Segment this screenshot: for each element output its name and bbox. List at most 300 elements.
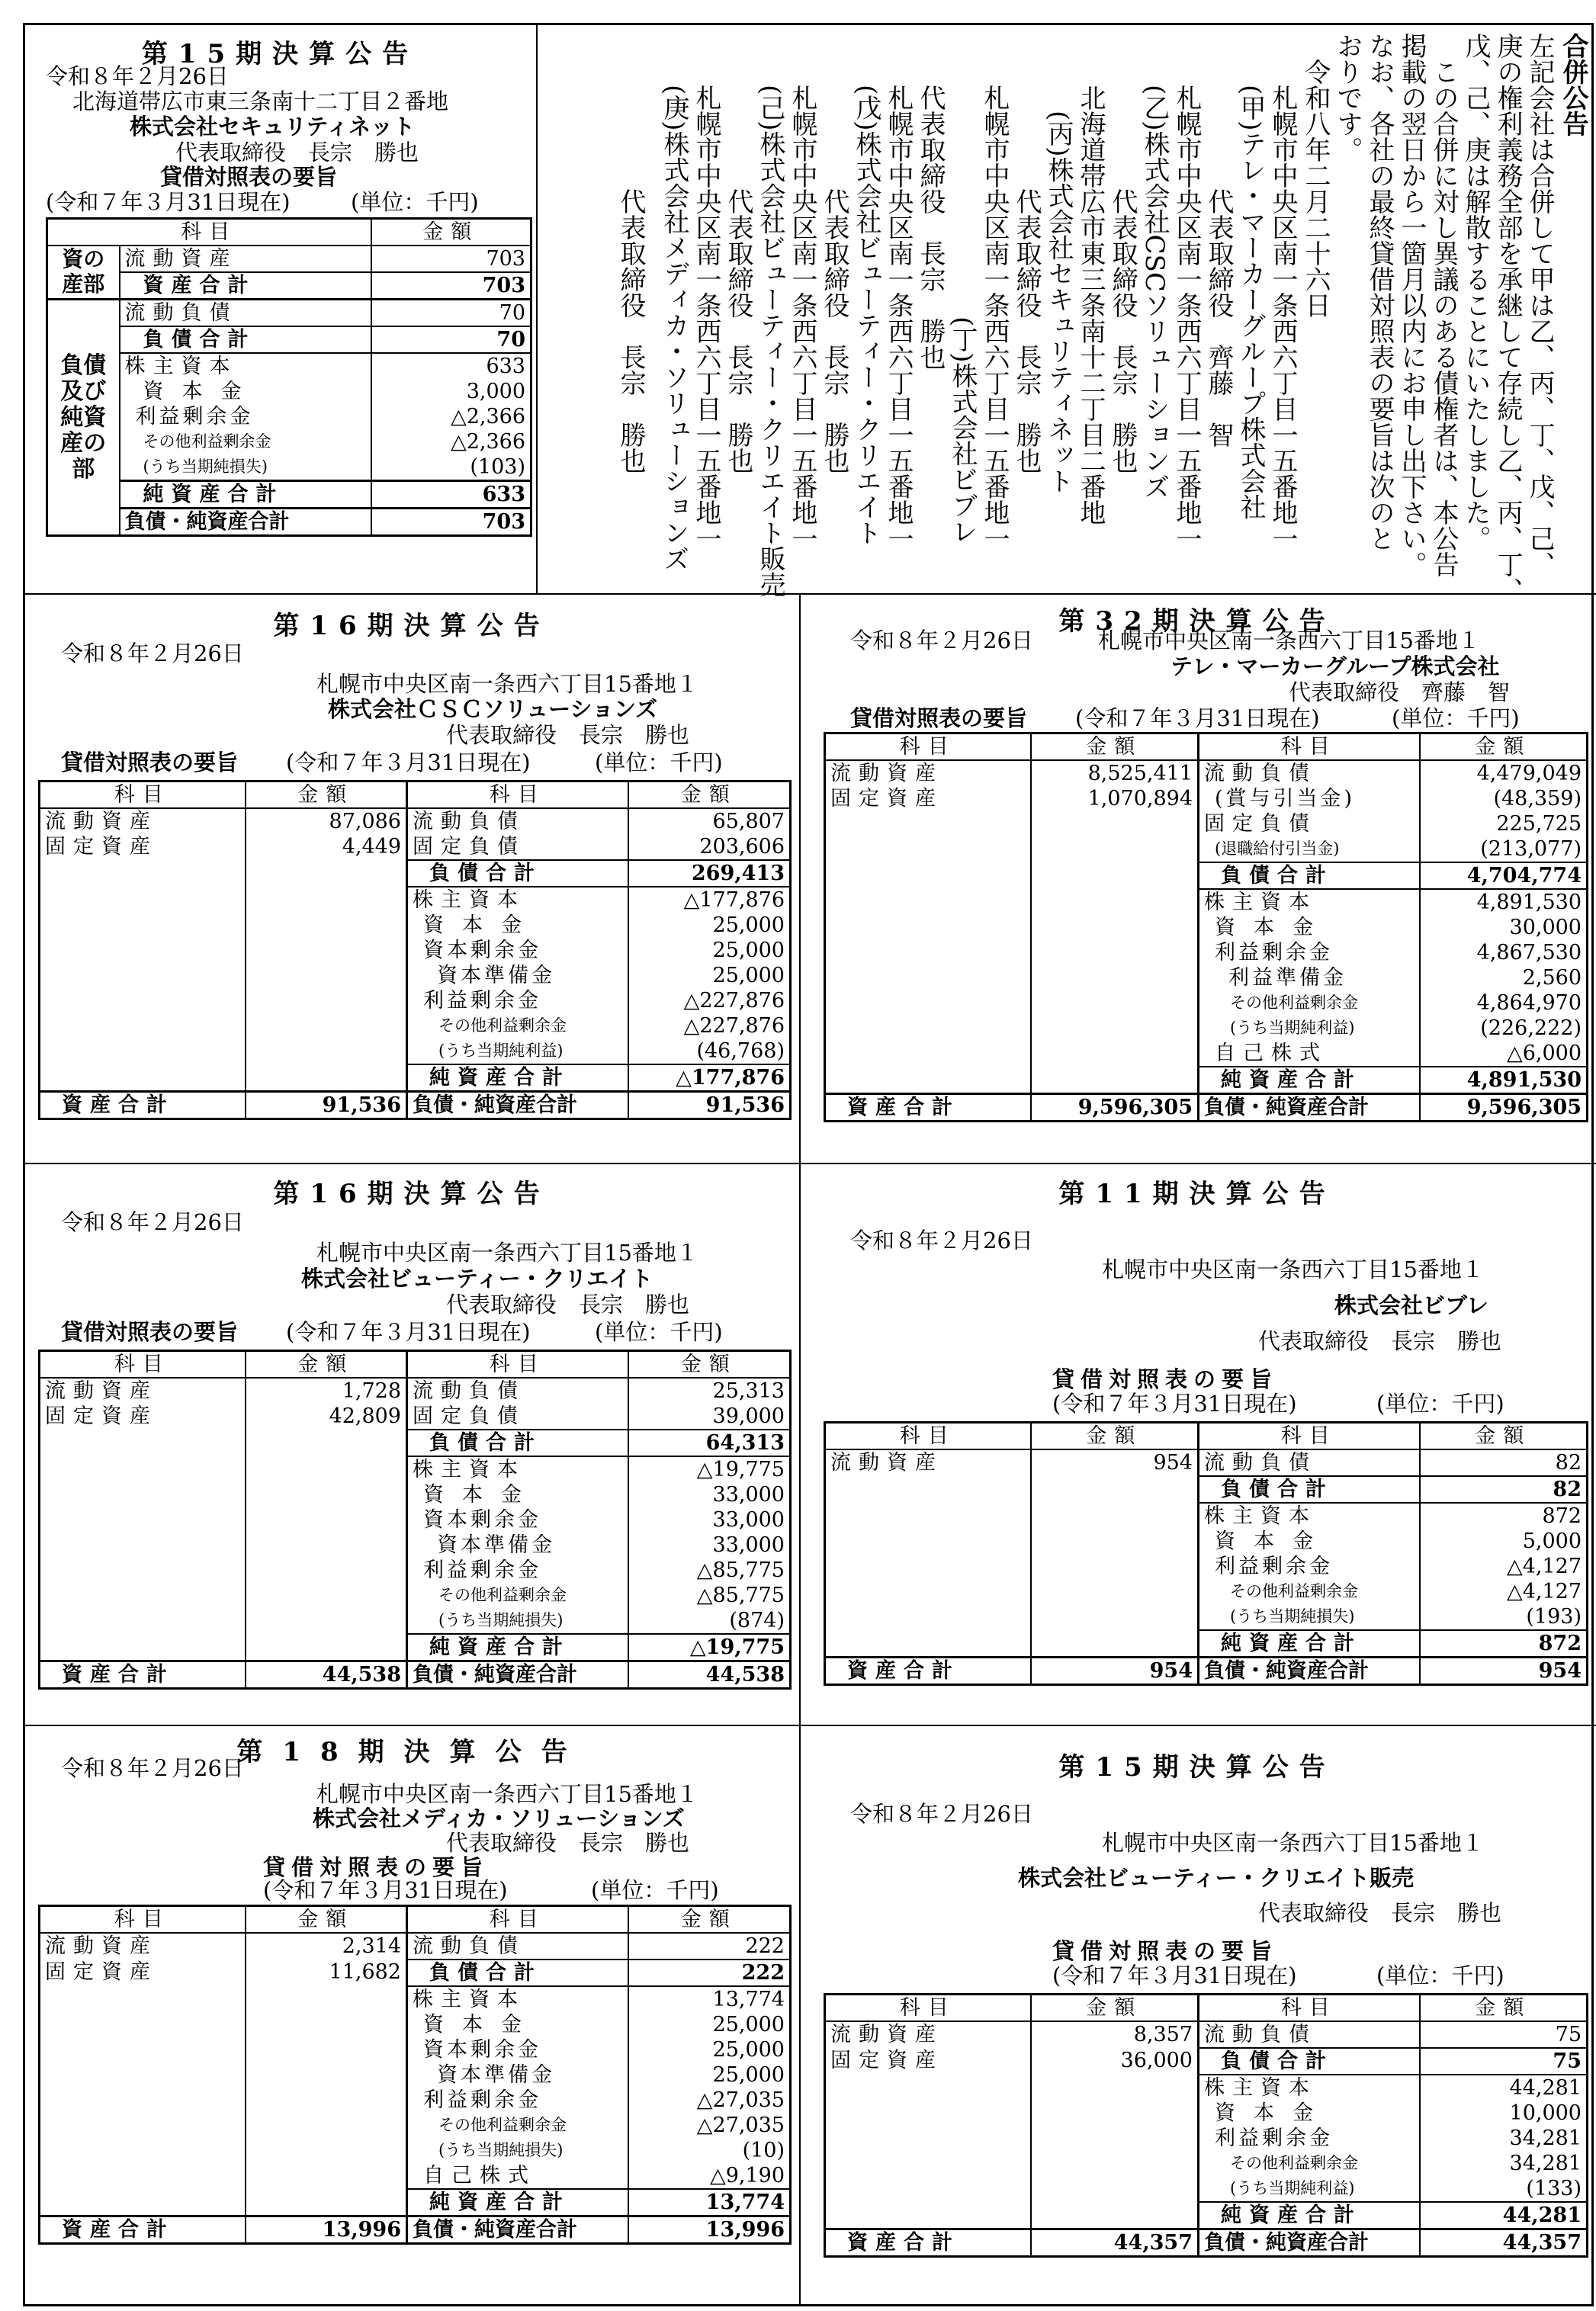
row-value: 10,000 (1509, 2101, 1582, 2125)
balance-sheet-table (38, 1905, 792, 2245)
row-value: 872 (1420, 1503, 1588, 1529)
row-label: 流動負債 (407, 1933, 628, 1960)
row-value: 11,682 (246, 1960, 407, 1986)
row-value: (193) (1526, 1605, 1582, 1629)
bs-unit: (単位：千円) (351, 189, 479, 215)
row-label: 純資産合計 (120, 481, 371, 509)
row-label: 流動資産 (40, 1933, 246, 1960)
total-value: 91,536 (628, 1092, 791, 1119)
row-label: (うち当期純損失) (407, 1608, 628, 1634)
row-label: 流動負債 (407, 808, 628, 834)
bs-title: 貸借対照表の要旨 (61, 1319, 239, 1345)
row-value: 25,000 (712, 939, 785, 962)
row-label: 固定負債 (407, 834, 628, 860)
representative: 代表取締役 長宗 勝也 (723, 188, 753, 473)
header-amount: 金額 (1031, 733, 1199, 761)
row-value: △85,775 (696, 1558, 785, 1582)
row-value: 1,070,894 (1031, 786, 1199, 811)
row-label: 純資産合計 (1199, 1067, 1420, 1094)
row-label: (うち当期純利益) (1199, 1016, 1420, 1041)
header-amount: 金額 (1420, 733, 1588, 761)
header-amount: 金額 (628, 782, 791, 809)
row-label: 負債合計 (407, 860, 628, 887)
company-name: 株式会社ビブレ (1334, 1292, 1488, 1318)
row-value: 4,704,774 (1420, 862, 1588, 889)
bs-period: (令和７年３月31日現在) (1052, 1391, 1297, 1417)
row-label: 利益剰余金 (407, 1558, 628, 1583)
notice-vivre (804, 1167, 1590, 1722)
notice-title: 第16期決算公告 (273, 1179, 551, 1209)
row-label: 利益剰余金 (1199, 2126, 1420, 2151)
row-value: (213,077) (1480, 837, 1582, 861)
row-value: 25,000 (712, 964, 785, 987)
row-label: 負債合計 (1199, 2048, 1420, 2075)
bs-period: (令和７年３月31日現在) (1052, 1963, 1297, 1988)
representative: 代表取締役 長宗 勝也 (1258, 1900, 1502, 1926)
total-value: 44,538 (246, 1661, 407, 1689)
row-value: 5,000 (1522, 1529, 1582, 1553)
bs-title: 貸借対照表の要旨 (1052, 1938, 1279, 1964)
row-divider (23, 1163, 1596, 1164)
notice-title: 第11期決算公告 (1058, 1179, 1336, 1209)
total-value: 9,596,305 (1031, 1094, 1199, 1122)
row-value: (226,222) (1480, 1016, 1582, 1040)
total-value: 9,596,305 (1420, 1094, 1588, 1122)
row-label: 負債合計 (1199, 1476, 1420, 1503)
row-label: 株主資本 (1199, 889, 1420, 915)
row-label: 株主資本 (1199, 2075, 1420, 2101)
row-value: (46,768) (696, 1039, 785, 1063)
merger-body-line: この合併に対し異議のある債権者は、本公告 (1428, 59, 1459, 577)
row-label: 固定負債 (1199, 811, 1420, 836)
row-label: 利益剰余金 (407, 2088, 628, 2113)
company-address: 北海道帯広市東三条南十二丁目２番地 (72, 88, 449, 114)
row-value: 2,560 (1522, 966, 1582, 990)
company-name: (乙)株式会社CSCソリューションズ (1139, 85, 1170, 499)
row-label: 負債合計 (407, 1960, 628, 1986)
row-value: 34,281 (1509, 2126, 1582, 2150)
bs-unit: (単位：千円) (1376, 1963, 1504, 1988)
header-amount: 金額 (628, 1351, 791, 1379)
row-label: 資本準備金 (407, 963, 628, 988)
row-value: 1,728 (246, 1378, 407, 1404)
company-address: 札幌市中央区南一条西六丁目15番地１ (1102, 1257, 1484, 1282)
bs-unit: (単位：千円) (595, 1319, 723, 1345)
group-liabilities-net-assets (47, 300, 120, 536)
row-value: 82 (1420, 1476, 1588, 1503)
row-value: △4,127 (1506, 1555, 1582, 1578)
row-label: 資本金 (1199, 915, 1420, 940)
column-divider (536, 23, 538, 593)
balance-sheet-table (824, 1993, 1588, 2258)
row-value: △4,127 (1506, 1580, 1582, 1603)
row-value: (103) (470, 455, 525, 479)
row-value: 25,000 (712, 2063, 785, 2087)
row-label: 純資産合計 (407, 1064, 628, 1092)
row-label: その他利益剰余金 (407, 1013, 628, 1038)
header-item: 科目 (47, 219, 371, 246)
row-label: 負債合計 (1199, 862, 1420, 889)
row-label: その他利益剰余金 (407, 2113, 628, 2138)
total-label: 負債・純資産合計 (1199, 2229, 1420, 2257)
company-address: 札幌市中央区南一条西六丁目一五番地一 (787, 85, 817, 551)
row-value: 703 (486, 247, 525, 271)
balance-sheet-table (38, 1350, 792, 1690)
header-amount: 金額 (1031, 1423, 1199, 1450)
row-label: 資本準備金 (407, 1533, 628, 1558)
row-label: 流動資産 (40, 808, 246, 834)
row-value: 25,000 (712, 2013, 785, 2037)
row-value: 87,086 (246, 808, 407, 834)
total-label: 負債・純資産合計 (407, 1661, 628, 1689)
total-label: 資産合計 (40, 1661, 246, 1689)
column-divider (799, 595, 801, 2306)
row-value: △2,366 (450, 430, 525, 454)
total-label: 資産合計 (825, 2229, 1031, 2257)
row-label: 資本剰余金 (407, 2037, 628, 2062)
company-name: (丙)株式会社セキュリティネット (1043, 111, 1074, 494)
representative: 代表取締役 長宗 勝也 (615, 188, 646, 473)
total-value: 91,536 (246, 1092, 407, 1119)
row-value: △6,000 (1506, 1042, 1582, 1065)
row-label: (うち当期純利益) (1199, 2176, 1420, 2202)
bs-title: 貸借対照表の要旨 (1052, 1366, 1279, 1392)
header-item: 科目 (825, 1423, 1031, 1450)
row-value: 33,000 (712, 1508, 785, 1532)
row-value: 39,000 (712, 1404, 785, 1428)
total-value: 954 (1031, 1658, 1199, 1685)
row-label: 流動資産 (825, 760, 1031, 786)
row-value: (48,359) (1493, 787, 1582, 810)
row-value: 3,000 (466, 380, 525, 403)
company-address: 札幌市中央区南一条西六丁目15番地１ (316, 1781, 698, 1807)
company-name: (甲)テレ・マーカーグループ株式会社 (1235, 85, 1266, 520)
row-label: 資本準備金 (407, 2062, 628, 2088)
header-item: 科目 (40, 1351, 246, 1379)
group-assets: 資の産部 (47, 246, 120, 300)
bs-period: (令和７年３月31日現在) (286, 1319, 531, 1345)
company-address: 札幌市中央区南一条西六丁目15番地１ (316, 1240, 698, 1266)
total-label: 負債・純資産合計 (1199, 1094, 1420, 1122)
notice-date: 令和８年２月26日 (850, 628, 1033, 653)
row-value: 4,891,530 (1420, 1067, 1588, 1094)
row-value: (874) (729, 1609, 785, 1632)
row-value: 13,774 (628, 1986, 791, 2012)
row-label: 純資産合計 (407, 1634, 628, 1661)
total-label: 負債・純資産合計 (407, 1092, 628, 1119)
bs-period: (令和７年３月31日現在) (46, 189, 291, 215)
header-amount: 金額 (246, 1351, 407, 1379)
row-value: 8,525,411 (1031, 760, 1199, 786)
row-label: 負債合計 (120, 326, 371, 353)
row-label: 流動負債 (1199, 1449, 1420, 1476)
row-value: △2,366 (450, 405, 525, 428)
representative: 代表取締役 長宗 勝也 (819, 188, 849, 473)
row-label: 利益剰余金 (120, 404, 371, 429)
row-value: 2,314 (246, 1933, 407, 1960)
row-value: 633 (371, 481, 531, 509)
merger-body-line: 庚の権利義務全部を承継して存続し乙、丙、丁、 (1492, 33, 1523, 603)
notice-title: 第15期決算公告 (1058, 1752, 1336, 1783)
row-value: 203,606 (699, 835, 785, 859)
header-item: 科目 (825, 1995, 1031, 2022)
row-label: 純資産合計 (407, 2189, 628, 2216)
row-label: 資本金 (407, 1482, 628, 1507)
row-label: 資産合計 (120, 272, 371, 300)
merger-body-line: 戊、己、庚は解散することにいたしました。 (1460, 33, 1491, 551)
total-value: 44,357 (1420, 2229, 1588, 2257)
bs-title: 貸借対照表の要旨 (160, 164, 338, 190)
row-label: 固定負債 (407, 1404, 628, 1430)
notice-beauty-create-sales (804, 1729, 1590, 2303)
row-value: △27,035 (696, 2088, 785, 2112)
balance-sheet-table (38, 780, 792, 1120)
notice-title: 第32期決算公告 (1058, 606, 1336, 637)
notice-date: 令和８年２月26日 (61, 640, 244, 666)
header-item: 科目 (1199, 1423, 1420, 1450)
header-item: 科目 (1199, 733, 1420, 761)
row-value: △19,775 (628, 1456, 791, 1482)
company-name: テレ・マーカーグループ株式会社 (1171, 653, 1500, 679)
notice-beauty-create (31, 1167, 793, 1722)
header-amount: 金額 (246, 782, 407, 809)
company-name: (己)株式会社ビューティー・クリエイト販売 (755, 85, 785, 598)
row-value: 4,864,970 (1476, 991, 1582, 1015)
notice-title: 第16期決算公告 (273, 611, 551, 641)
row-label: 流動負債 (120, 300, 371, 327)
row-label: 資本金 (1199, 1529, 1420, 1554)
row-value: 25,000 (712, 913, 785, 937)
row-value: 4,867,530 (1476, 941, 1582, 965)
header-item: 科目 (40, 782, 246, 809)
notice-date: 令和８年２月26日 (850, 1801, 1033, 1827)
bs-period: (令和７年３月31日現在) (1075, 705, 1320, 731)
row-value: 4,891,530 (1420, 889, 1588, 915)
row-value: 70 (371, 300, 531, 327)
row-value: △177,876 (628, 887, 791, 913)
row-value: 25,000 (712, 2038, 785, 2062)
row-value: △9,190 (709, 2164, 785, 2187)
row-divider (23, 593, 1596, 595)
row-label: 資本剰余金 (407, 938, 628, 963)
row-value: 633 (371, 353, 531, 379)
row-divider (23, 1725, 1596, 1726)
total-label: 負債・純資産合計 (407, 2216, 628, 2244)
row-label: 資本金 (407, 2012, 628, 2037)
notice-csc-solutions (31, 599, 793, 1159)
row-label: その他利益剰余金 (407, 1583, 628, 1608)
company-name: (庚)株式会社メディカ・ソリューションズ (659, 85, 689, 572)
header-item: 科目 (1199, 1995, 1420, 2022)
group-net-assets-label: 純資産の部 (60, 403, 107, 483)
row-label: その他利益剰余金 (120, 429, 371, 454)
bs-unit: (単位：千円) (1376, 1391, 1504, 1417)
row-value: 33,000 (712, 1533, 785, 1557)
row-value: 4,449 (246, 834, 407, 860)
bs-unit: (単位：千円) (1392, 705, 1520, 731)
merger-body-line: なお、各社の最終貸借対照表の要旨は次のと (1364, 33, 1395, 551)
row-label: 利益剰余金 (1199, 940, 1420, 965)
row-value: △85,775 (696, 1584, 785, 1607)
total-label: 資産合計 (40, 1092, 246, 1119)
total-label: 資産合計 (40, 2216, 246, 2244)
notice-security-net (31, 27, 530, 591)
row-label: 固定資産 (40, 1404, 246, 1430)
row-value: 222 (745, 1934, 785, 1958)
balance-sheet-table (824, 1421, 1588, 1686)
notice-title: 第15期決算公告 (141, 39, 419, 69)
header-amount: 金額 (246, 1906, 407, 1934)
total-value: 13,996 (246, 2216, 407, 2244)
row-value: 75 (1555, 2023, 1582, 2046)
company-name: 株式会社セキュリティネット (130, 114, 416, 140)
row-value: △27,035 (696, 2114, 785, 2137)
row-label: (うち当期純利益) (407, 1038, 628, 1064)
header-item: 科目 (407, 1906, 628, 1934)
company-name: 株式会社ビューティー・クリエイト (301, 1266, 653, 1292)
row-label: 自己株式 (1199, 1041, 1420, 1067)
row-label: 流動資産 (825, 1449, 1031, 1476)
row-value: 44,281 (1420, 2202, 1588, 2229)
row-value: 65,807 (712, 810, 785, 833)
row-label: 資本剰余金 (407, 1507, 628, 1533)
row-label: 負債合計 (407, 1430, 628, 1456)
row-value: 8,357 (1031, 2021, 1199, 2048)
row-label: 株主資本 (407, 1456, 628, 1482)
row-label: 固定資産 (825, 2048, 1031, 2075)
row-label: 固定資産 (825, 786, 1031, 811)
header-item: 科目 (40, 1906, 246, 1934)
row-label: (賞与引当金) (1199, 786, 1420, 811)
header-item: 科目 (407, 1351, 628, 1379)
header-amount: 金額 (371, 219, 531, 246)
notice-medica-solutions (31, 1729, 793, 2303)
representative: 代表取締役 長宗 勝也 (915, 85, 946, 370)
row-value: 36,000 (1031, 2048, 1199, 2075)
company-address: 札幌市中央区南一条西六丁目15番地１ (316, 671, 698, 697)
row-label: 資本金 (1199, 2101, 1420, 2126)
notice-date: 令和８年２月26日 (46, 63, 229, 89)
row-label: 株主資本 (407, 887, 628, 913)
row-label: その他利益剰余金 (1199, 2151, 1420, 2176)
header-amount: 金額 (1031, 1995, 1199, 2022)
merger-notice (541, 27, 1592, 603)
row-label: 流動負債 (1199, 760, 1420, 786)
row-label: (退職給付引当金) (1199, 836, 1420, 862)
row-label: 資本金 (120, 379, 371, 404)
bs-period: (令和７年３月31日現在) (286, 749, 531, 775)
total-label: 資産合計 (825, 1094, 1031, 1122)
total-label: 資産合計 (825, 1658, 1031, 1685)
bs-period: (令和７年３月31日現在) (263, 1877, 508, 1903)
row-label: 自己株式 (407, 2163, 628, 2189)
bs-title: 貸借対照表の要旨 (61, 749, 239, 775)
row-value: 33,000 (712, 1483, 785, 1507)
merger-title: 合併公告 (1558, 33, 1588, 136)
row-value: 703 (371, 272, 531, 300)
row-label: 利益剰余金 (407, 988, 628, 1013)
company-name: (戊)株式会社ビューティー・クリエイト (851, 85, 881, 546)
bs-unit: (単位：千円) (591, 1877, 719, 1903)
row-value: 703 (371, 509, 531, 536)
row-value: (10) (742, 2139, 785, 2162)
representative: 代表取締役 長宗 勝也 (446, 1292, 690, 1318)
representative: 代表取締役 齊藤 智 (1203, 188, 1234, 448)
balance-sheet-table (46, 217, 532, 537)
row-label: 株主資本 (120, 353, 371, 379)
bs-title: 貸借対照表の要旨 (850, 705, 1028, 731)
merger-body-line: おりです。 (1332, 33, 1363, 162)
representative: 代表取締役 長宗 勝也 (446, 1830, 690, 1856)
company-name: 株式会社ビューティー・クリエイト販売 (1018, 1865, 1415, 1891)
header-item: 科目 (825, 733, 1031, 761)
representative: 代表取締役 長宗 勝也 (175, 140, 419, 165)
company-name: 株式会社ＣＳＣソリューションズ (328, 696, 658, 722)
header-amount: 金額 (1420, 1995, 1588, 2022)
row-value: 13,774 (628, 2189, 791, 2216)
company-name: 株式会社メディカ・ソリューションズ (313, 1805, 685, 1831)
company-address: 札幌市中央区南一条西六丁目15番地１ (1098, 628, 1480, 653)
bs-unit: (単位：千円) (595, 749, 723, 775)
total-value: 44,538 (628, 1661, 791, 1689)
merger-body-line: 左記会社は合併して甲は乙、丙、丁、戊、己、 (1524, 33, 1555, 577)
row-value: 42,809 (246, 1404, 407, 1430)
row-label: 資本金 (407, 913, 628, 938)
row-label: 純資産合計 (1199, 1630, 1420, 1658)
row-value: 25,313 (712, 1379, 785, 1403)
balance-sheet-table (824, 732, 1588, 1122)
row-label: 流動資産 (40, 1378, 246, 1404)
row-label: 流動資産 (120, 246, 371, 272)
representative: 代表取締役 長宗 勝也 (1258, 1328, 1502, 1354)
row-label: 株主資本 (1199, 1503, 1420, 1529)
row-label: その他利益剰余金 (1199, 990, 1420, 1016)
notice-date: 令和８年２月26日 (61, 1209, 244, 1235)
total-value: 44,357 (1031, 2229, 1199, 2257)
notice-tele-marker-group (804, 599, 1590, 1159)
row-label: (うち当期純損失) (120, 454, 371, 481)
merger-body-line: 掲載の翌日から一箇月以内にお申し出下さい。 (1396, 33, 1427, 577)
row-value: (133) (1526, 2177, 1582, 2200)
row-value: 75 (1420, 2048, 1588, 2075)
row-value: 82 (1555, 1451, 1582, 1475)
row-value: 222 (628, 1960, 791, 1986)
row-label: 純資産合計 (1199, 2202, 1420, 2229)
row-label: (うち当期純損失) (1199, 1604, 1420, 1630)
row-label: 固定資産 (40, 1960, 246, 1986)
company-address: 札幌市中央区南一条西六丁目一五番地一 (979, 85, 1010, 551)
representative: 代表取締役 長宗 勝也 (1107, 188, 1138, 473)
company-address: 札幌市中央区南一条西六丁目一五番地一 (1267, 85, 1298, 551)
company-name: (丁)株式会社ビブレ (947, 316, 978, 544)
representative: 代表取締役 長宗 勝也 (1011, 188, 1042, 473)
row-value: △227,876 (683, 989, 785, 1013)
row-value: 269,413 (628, 860, 791, 887)
row-label: (うち当期純損失) (407, 2138, 628, 2163)
row-value: 4,479,049 (1476, 762, 1582, 785)
row-label: 固定資産 (40, 834, 246, 860)
company-address: 札幌市中央区南一条西六丁目一五番地一 (1171, 85, 1202, 551)
company-address: 札幌市中央区南一条西六丁目一五番地一 (883, 85, 914, 551)
header-amount: 金額 (1420, 1423, 1588, 1450)
header-amount: 金額 (628, 1906, 791, 1934)
row-value: △19,775 (628, 1634, 791, 1661)
total-value: 13,996 (628, 2216, 791, 2244)
company-address: 北海道帯広市東三条南十二丁目二番地 (1075, 85, 1106, 525)
row-value: △227,876 (683, 1014, 785, 1038)
representative: 代表取締役 長宗 勝也 (446, 722, 690, 748)
row-value: 954 (1031, 1449, 1199, 1476)
